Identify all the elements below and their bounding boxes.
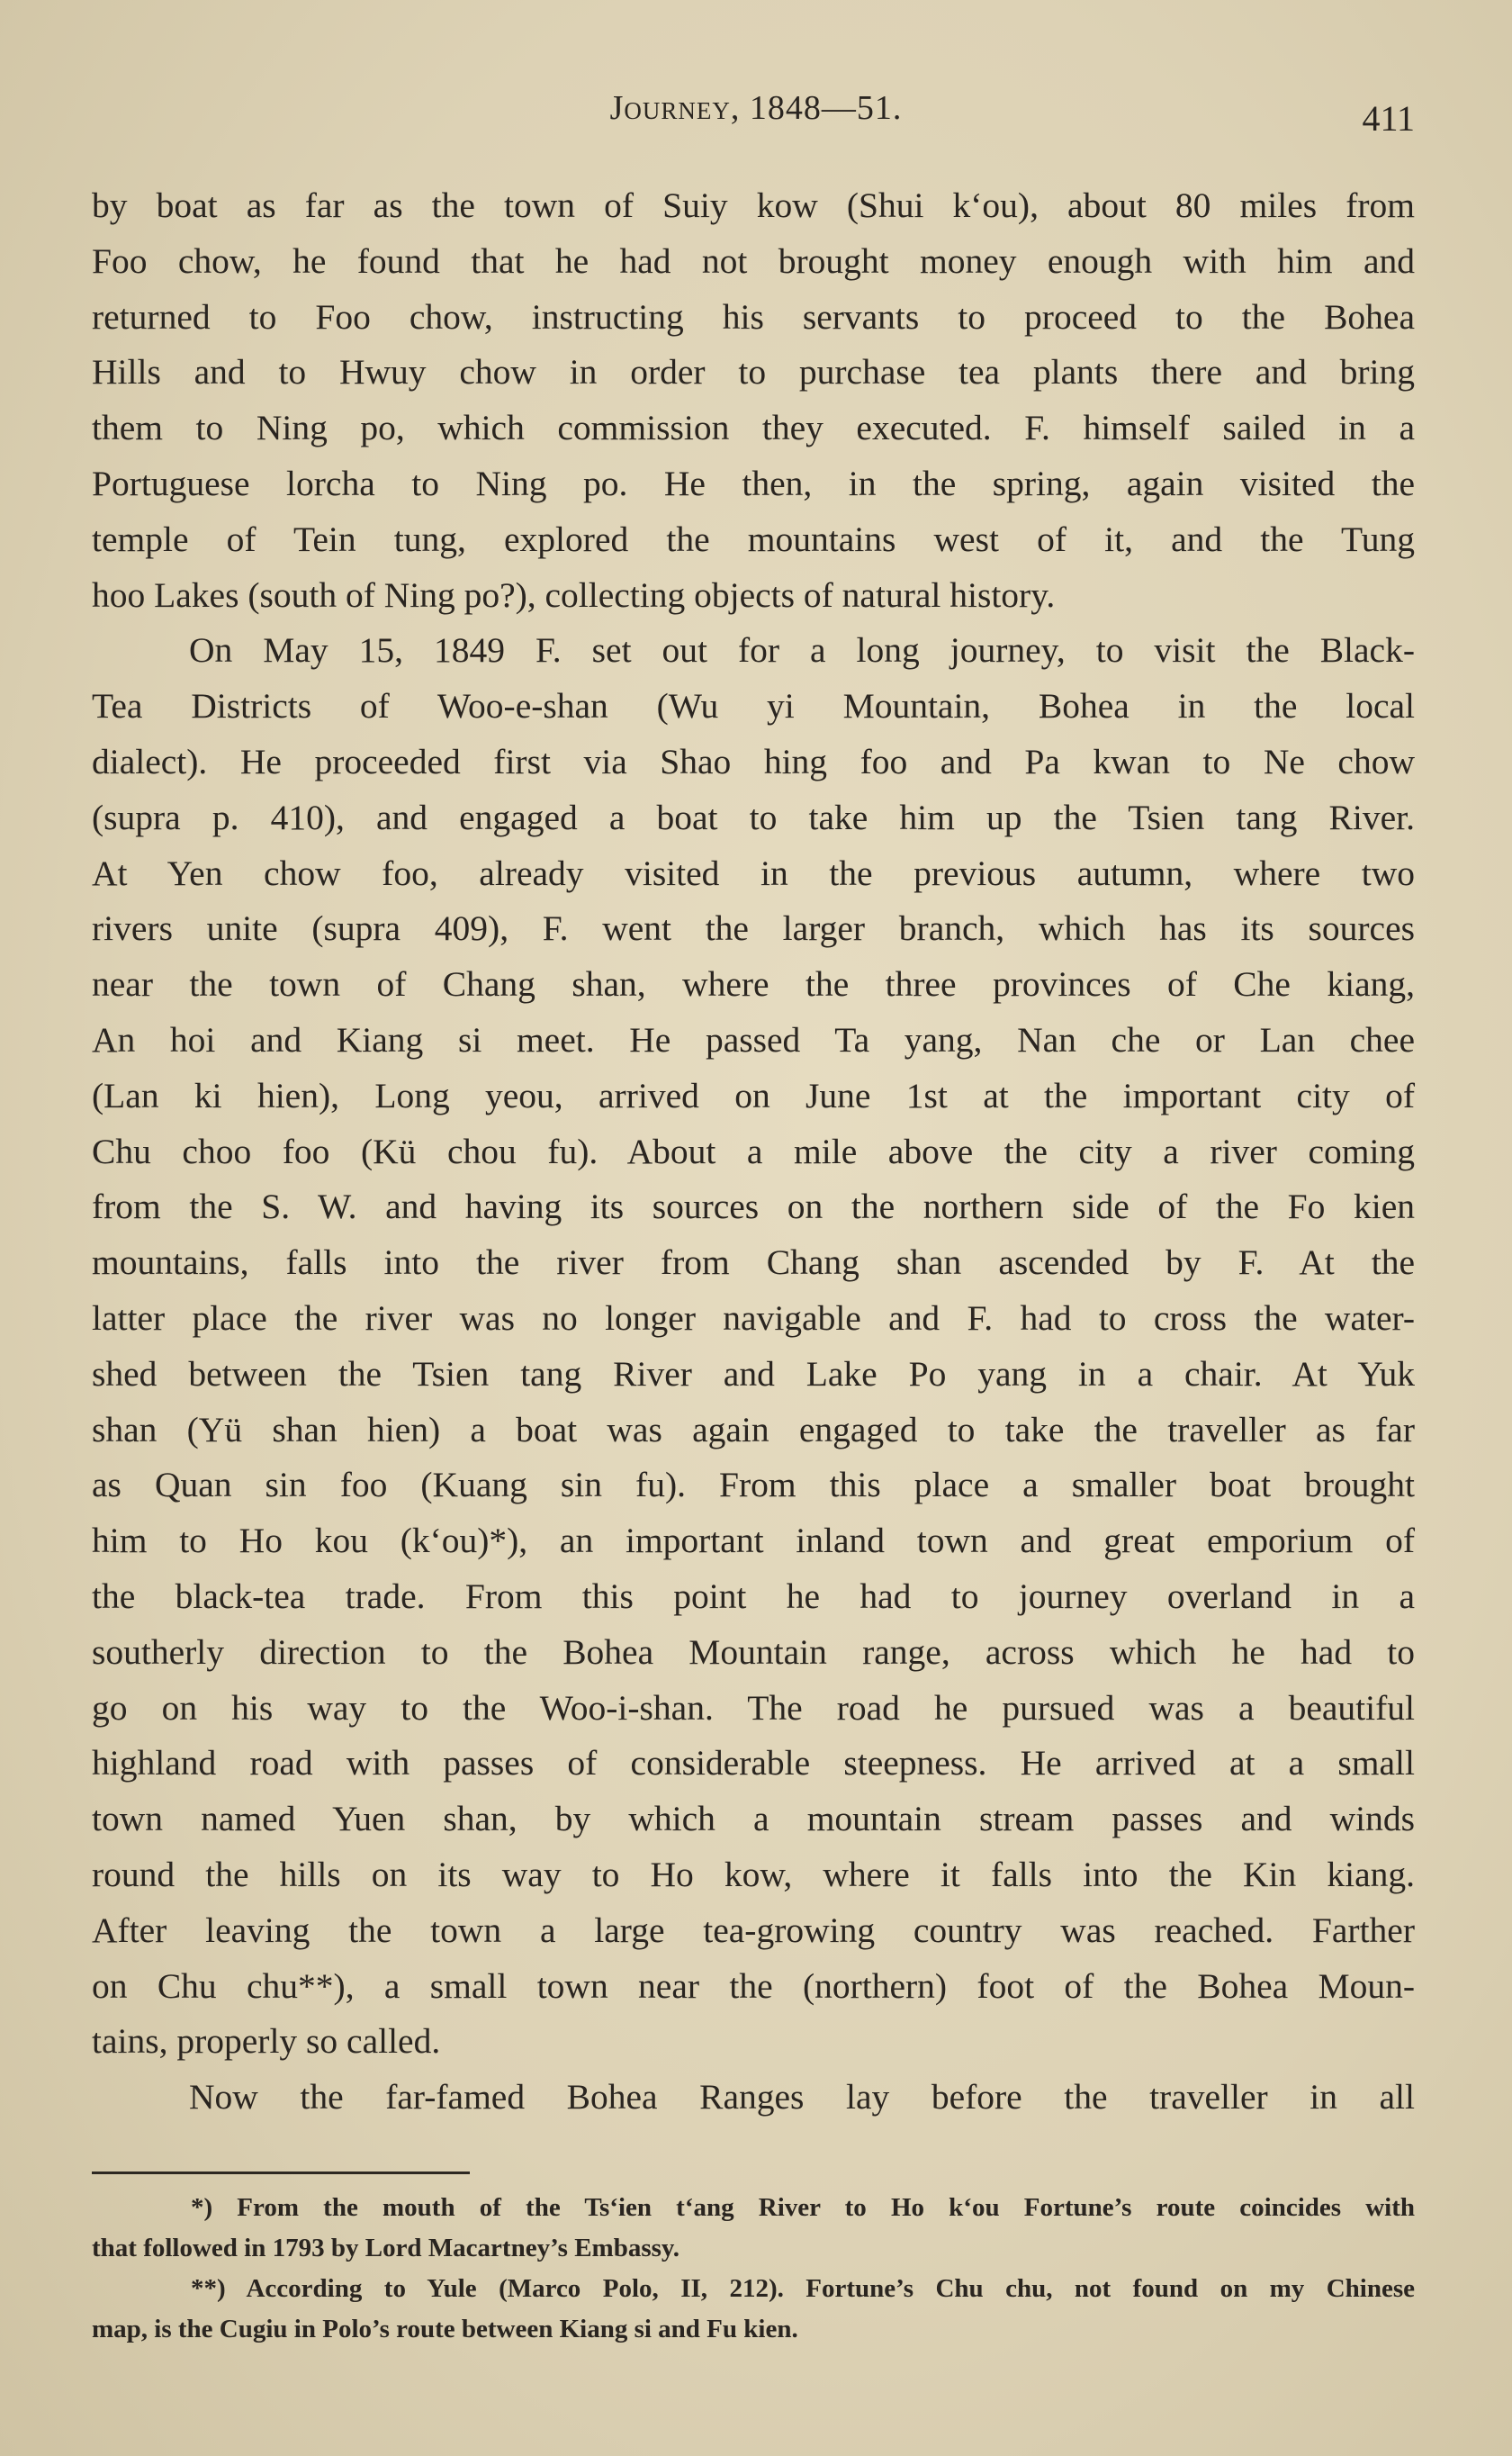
footnote-line: *) From the mouth of the Ts‘ien t‘ang River to Ho k‘ou Fortune’s route coincides with	[191, 2193, 1415, 2222]
text-line: southerly direction to the Bohea Mountain range, across which he had to	[92, 1631, 1415, 1672]
text-line: Portuguese lorcha to Ning po. He then, in the spring, again visited the	[92, 463, 1415, 503]
text-line: town named Yuen shan, by which a mountain stream passes and winds	[92, 1799, 1415, 1839]
text-line: returned to Foo chow, instructing his servants to proceed to the Bohea	[92, 296, 1415, 337]
text-line: highland road with passes of considerable steepness. He arrived at a small	[92, 1743, 1415, 1783]
text-line: shed between the Tsien tang River and Lake Po yang in a chair. At Yuk	[92, 1353, 1415, 1394]
text-line: After leaving the town a large tea-growing country was reached. Farther	[92, 1910, 1415, 1950]
text-line: latter place the river was no longer navigable and F. had to cross the water-	[92, 1297, 1415, 1338]
text-line: tains, properly so called.	[92, 2021, 441, 2062]
page-header	[90, 88, 1422, 142]
text-line: near the town of Chang shan, where the three provinces of Che kiang,	[92, 964, 1415, 1005]
text-line: hoo Lakes (south of Ning po?), collecting objects of natural history.	[92, 574, 1056, 615]
text-line: mountains, falls into the river from Chang shan ascended by F. At the	[92, 1242, 1415, 1283]
text-line: the black-tea trade. From this point he had to journey overland in a	[92, 1576, 1415, 1616]
footnote-line: **) According to Yule (Marco Polo, II, 212). Fortune’s Chu chu, not found on my Chinese	[191, 2274, 1415, 2303]
paragraph-start-line: Now the far-famed Bohea Ranges lay before the traveller in all	[189, 2077, 1415, 2117]
text-line: An hoi and Kiang si meet. He passed Ta yang, Nan che or Lan chee	[92, 1019, 1415, 1060]
text-line: rivers unite (supra 409), F. went the larger branch, which has its sources	[92, 908, 1415, 949]
text-line: round the hills on its way to Ho kow, where it falls into the Kin kiang.	[92, 1854, 1415, 1894]
text-line: Hills and to Hwuy chow in order to purchase tea plants there and bring	[92, 352, 1415, 393]
page-number: 411	[1362, 98, 1415, 139]
text-line: Tea Districts of Woo-e-shan (Wu yi Mountain, Bohea in the local	[92, 686, 1415, 727]
text-line: go on his way to the Woo-i-shan. The road he pursued was a beautiful	[92, 1687, 1415, 1728]
text-line: At Yen chow foo, already visited in the previous autumn, where two	[92, 853, 1415, 893]
footnote-line: map, is the Cugiu in Polo’s route between Kiang si and Fu kien.	[92, 2315, 798, 2343]
text-line: Chu choo foo (Kü chou fu). About a mile above the city a river coming	[92, 1131, 1415, 1171]
text-line: shan (Yü shan hien) a boat was again engaged to take the traveller as far	[92, 1409, 1415, 1449]
text-line: him to Ho kou (k‘ou)*), an important inland town and great emporium of	[92, 1521, 1415, 1561]
footnote-line: that followed in 1793 by Lord Macartney’s Embassy.	[92, 2234, 680, 2262]
text-line: as Quan sin foo (Kuang sin fu). From this place a smaller boat brought	[92, 1465, 1415, 1505]
footnotes	[92, 2188, 1415, 2350]
text-line: (supra p. 410), and engaged a boat to take him up the Tsien tang River.	[92, 797, 1415, 837]
text-line: dialect). He proceeded first via Shao hing foo and Pa kwan to Ne chow	[92, 741, 1415, 781]
text-line: them to Ning po, which commission they executed. F. himself sailed in a	[92, 408, 1415, 448]
text-line: on Chu chu**), a small town near the (northern) foot of the Bohea Moun-	[92, 1965, 1415, 2006]
text-line: by boat as far as the town of Suiy kow (Shui k‘ou), about 80 miles from	[92, 185, 1415, 225]
paragraph-start-line: On May 15, 1849 F. set out for a long journey, to visit the Black-	[189, 630, 1415, 671]
running-head: Journey, 1848—51.	[609, 89, 903, 127]
text-line: from the S. W. and having its sources on the northern side of the Fo kien	[92, 1187, 1415, 1227]
text-line: temple of Tein tung, explored the mountains west of it, and the Tung	[92, 519, 1415, 559]
text-line: Foo chow, he found that he had not brought money enough with him and	[92, 240, 1415, 281]
footnote-rule	[92, 2172, 470, 2174]
body-text	[92, 178, 1415, 2126]
text-line: (Lan ki hien), Long yeou, arrived on June 1st at the important city of	[92, 1075, 1415, 1115]
